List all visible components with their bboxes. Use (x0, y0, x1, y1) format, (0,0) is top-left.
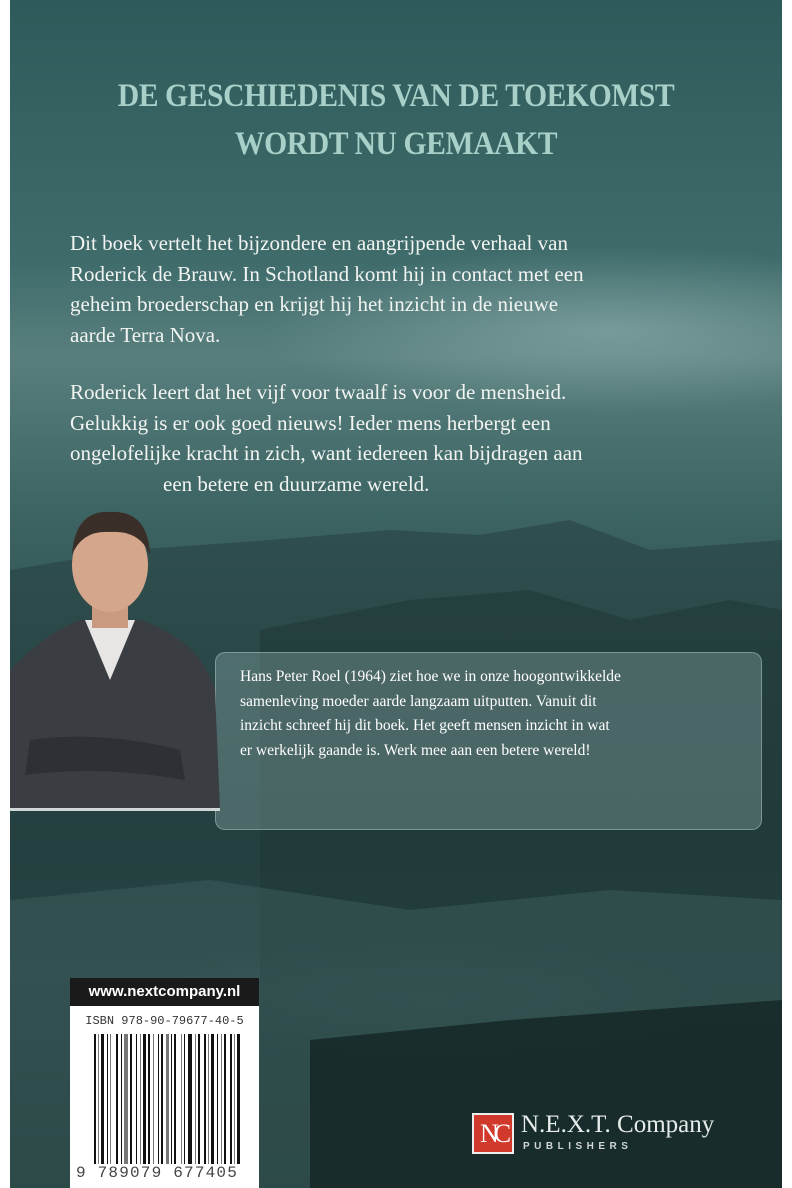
text-line: Hans Peter Roel (1964) ziet hoe we in onze hoogontwikkelde (240, 668, 621, 685)
author-bio (240, 665, 740, 763)
barcode-bar (230, 1034, 232, 1164)
barcode-bar (148, 1034, 150, 1164)
barcode-bar (130, 1034, 132, 1164)
text-line: er werkelijk gaande is. Werk mee aan een betere wereld! (240, 741, 591, 759)
barcode-bar (211, 1034, 214, 1164)
text-line: Gelukkig is er ook goed nieuws! Ieder mens herbergt een (70, 410, 551, 435)
headline-line-1: DE GESCHIEDENIS VAN DE TOEKOMST (117, 78, 675, 114)
barcode-bar (121, 1034, 122, 1164)
barcode-bar (224, 1034, 226, 1164)
text-line: Roderick de Brauw. In Schotland komt hij in contact met een (70, 261, 584, 286)
barcode-bar (217, 1034, 218, 1164)
author-photo (10, 480, 220, 810)
barcode-bar (124, 1034, 128, 1164)
barcode-bar (204, 1034, 206, 1164)
barcode-bar (107, 1034, 108, 1164)
publisher-subtitle: PUBLISHERS (523, 1141, 633, 1152)
blurb-paragraph-1 (70, 228, 770, 350)
barcode-bar (140, 1034, 141, 1164)
text-line: samenleving moeder aarde langzaam uitputten. Vanuit dit (240, 692, 597, 710)
barcode-bar (166, 1034, 169, 1164)
text-line: ongelofelijke kracht in zich, want iedereen kan bijdragen aan (70, 441, 583, 465)
barcode-bar (153, 1034, 154, 1164)
barcode-bar (101, 1034, 104, 1164)
publisher-logo: NC (472, 1113, 514, 1154)
barcode-bars (94, 1034, 244, 1164)
barcode-bar (195, 1034, 196, 1164)
publisher-url: www.nextcompany.nl (70, 978, 259, 1006)
barcode-bar (181, 1034, 182, 1164)
text-line: een betere en duurzame wereld. (163, 471, 430, 496)
barcode-bar (158, 1034, 159, 1164)
photo-divider (10, 808, 220, 811)
barcode-bar (237, 1034, 240, 1164)
barcode-digits: 9 789079 677405 (76, 1164, 239, 1182)
barcode-bar (94, 1034, 96, 1164)
barcode-bar (174, 1034, 176, 1164)
barcode-bar (136, 1034, 137, 1164)
text-line: geheim broederschap en krijgt hij het inzicht in de nieuwe (70, 292, 559, 316)
barcode-bar (98, 1034, 99, 1164)
barcode-bar (221, 1034, 222, 1164)
barcode-bar (198, 1034, 200, 1164)
book-back-cover (10, 0, 782, 1188)
barcode-bar (116, 1034, 118, 1164)
barcode-bar (143, 1034, 146, 1164)
text-line: Roderick leert dat het vijf voor twaalf is voor de mensheid. (70, 380, 567, 404)
barcode-bar (110, 1034, 111, 1164)
barcode-bar (234, 1034, 235, 1164)
text-line: Dit boek vertelt het bijzondere en aangrijpende verhaal van (70, 231, 568, 255)
barcode-bar (208, 1034, 209, 1164)
barcode-bar (161, 1034, 163, 1164)
publisher-name: N.E.X.T. Company (521, 1111, 715, 1138)
text-line: aarde Terra Nova. (70, 322, 221, 347)
isbn-barcode (70, 1006, 259, 1188)
barcode-bar (171, 1034, 172, 1164)
text-line: inzicht schreef hij dit boek. Het geeft mensen inzicht in wat (240, 717, 610, 734)
isbn-number: ISBN 978-90-79677-40-5 (85, 1014, 244, 1028)
barcode-bar (184, 1034, 185, 1164)
barcode-bar (188, 1034, 192, 1164)
headline-line-2: WORDT NU GEMAAKT (234, 126, 558, 162)
cover-headline (49, 72, 744, 168)
